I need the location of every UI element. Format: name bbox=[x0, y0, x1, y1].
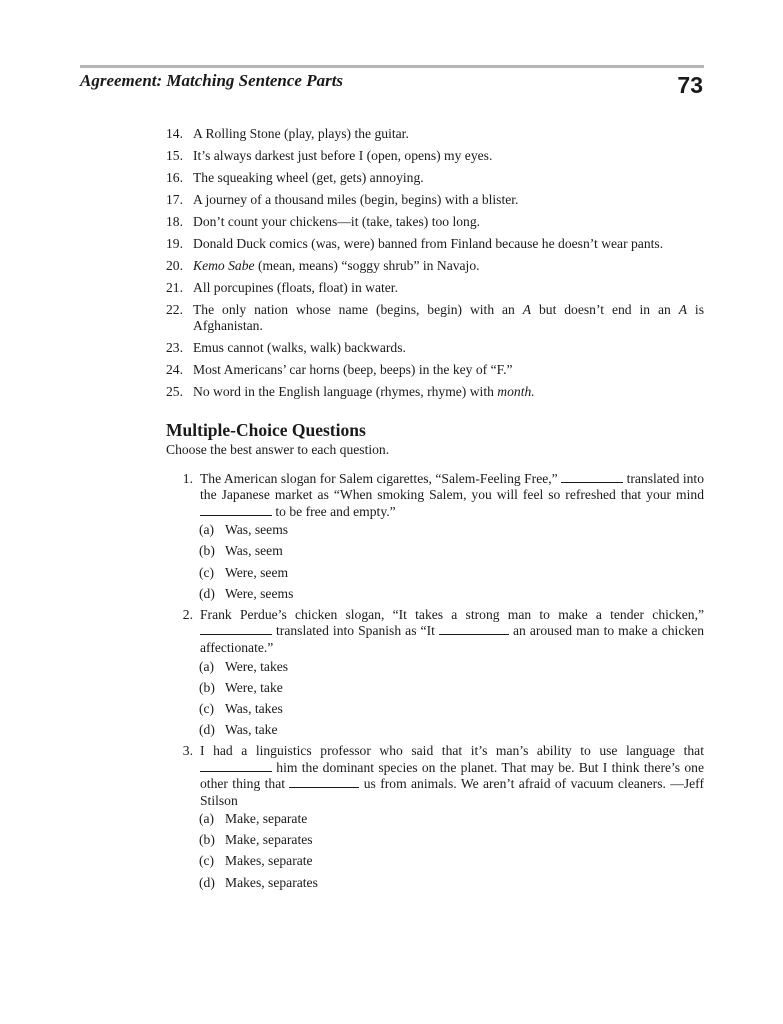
list-item: 21. All porcupines (floats, float) in water. bbox=[166, 279, 398, 295]
question-number: 3. bbox=[182, 742, 193, 758]
choice: (a) Were, takes bbox=[199, 658, 289, 674]
question-text: I had a linguistics professor who said that it’s man’s ability to use language that him the dominant species on the planet. That may be. But I think there’s one other thing that us from animals. We aren’t afraid of vacuum cleaners. —Jeff Stilson bbox=[200, 742, 704, 808]
list-item: 23. Emus cannot (walks, walk) backwards. bbox=[166, 340, 406, 356]
section-title: Multiple-Choice Questions bbox=[166, 420, 366, 441]
section-instructions: Choose the best answer to each question. bbox=[166, 442, 390, 458]
choice: (b) Was, seem bbox=[199, 543, 283, 559]
question-text: The American slogan for Salem cigarettes, “Salem-Feeling Free,” translated into the Japanese market as “When smoking Salem, you will feel so refreshed that your mind to be free and empty.” bbox=[200, 470, 704, 519]
running-head: Agreement: Matching Sentence Parts bbox=[80, 71, 344, 90]
choice: (c) Makes, separate bbox=[199, 853, 313, 869]
choice: (a) Make, separate bbox=[199, 811, 308, 827]
numbered-list bbox=[166, 126, 704, 401]
list-item: 20. Kemo Sabe (mean, means) “soggy shrub” in Navajo. bbox=[166, 257, 480, 273]
header-rule bbox=[80, 65, 704, 68]
choice: (d) Was, take bbox=[199, 721, 278, 737]
list-item: 15. It’s always darkest just before I (open, opens) my eyes. bbox=[166, 147, 493, 163]
answer-blank bbox=[200, 760, 272, 772]
question bbox=[166, 607, 704, 739]
answer-blank bbox=[200, 623, 272, 635]
question bbox=[166, 743, 704, 891]
choice-list bbox=[199, 522, 704, 602]
page-number: 73 bbox=[677, 72, 703, 98]
choice: (a) Was, seems bbox=[199, 522, 289, 538]
answer-blank bbox=[439, 623, 509, 635]
answer-blank bbox=[561, 471, 623, 483]
choice: (d) Were, seems bbox=[199, 585, 294, 601]
answer-blank bbox=[200, 504, 272, 516]
choice: (c) Was, takes bbox=[199, 700, 283, 716]
list-item: 25. No word in the English language (rhymes, rhyme) with month. bbox=[166, 384, 535, 400]
list-item: 18. Don’t count your chickens—it (take, takes) too long. bbox=[166, 213, 481, 229]
list-item: 17. A journey of a thousand miles (begin, begins) with a blister. bbox=[166, 191, 519, 207]
choice-list bbox=[199, 811, 704, 891]
question-list bbox=[166, 471, 704, 892]
answer-blank bbox=[289, 776, 359, 788]
page-content bbox=[166, 126, 704, 896]
choice-list bbox=[199, 659, 704, 739]
list-item: 14. A Rolling Stone (play, plays) the guitar. bbox=[166, 126, 409, 141]
choice: (b) Were, take bbox=[199, 679, 283, 695]
question bbox=[166, 471, 704, 603]
choice: (b) Make, separates bbox=[199, 832, 313, 848]
list-item: 16. The squeaking wheel (get, gets) annoying. bbox=[166, 169, 424, 185]
question-number: 2. bbox=[182, 606, 193, 622]
question-text: Frank Perdue’s chicken slogan, “It takes a strong man to make a tender chicken,” translated into Spanish as “It an aroused man to make a chicken affectionate.” bbox=[200, 606, 704, 655]
question-number: 1. bbox=[182, 470, 193, 486]
list-item: 22. The only nation whose name (begins, begin) with an A but doesn’t end in an A is Afghanistan. bbox=[166, 301, 704, 334]
choice: (d) Makes, separates bbox=[199, 874, 318, 890]
choice: (c) Were, seem bbox=[199, 564, 289, 580]
list-item: 24. Most Americans’ car horns (beep, beeps) in the key of “F.” bbox=[166, 362, 513, 378]
list-item: 19. Donald Duck comics (was, were) banned from Finland because he doesn’t wear pants. bbox=[166, 235, 664, 251]
